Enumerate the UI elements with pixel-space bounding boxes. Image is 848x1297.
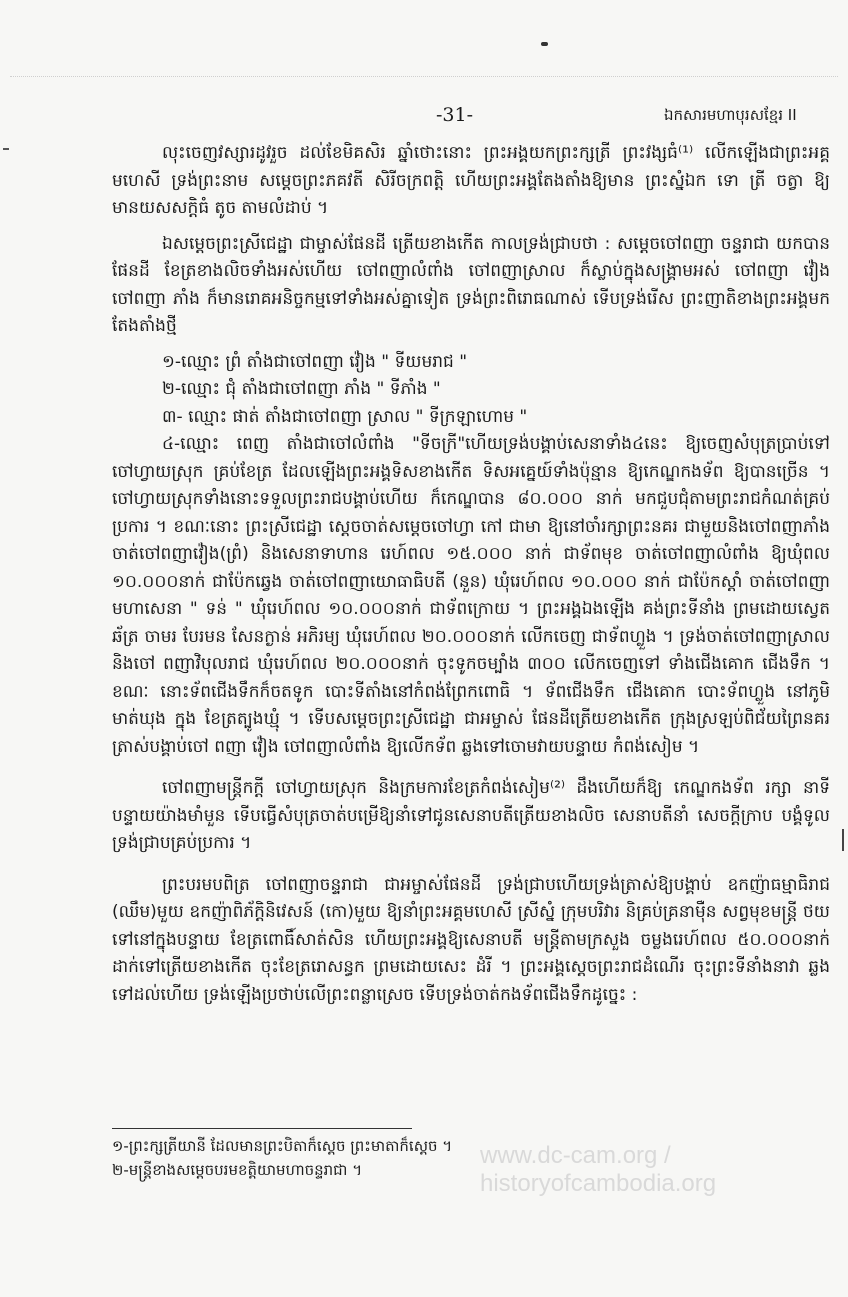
list-item-2: ២-ឈ្មោះ ជុំ តាំងជាចៅពញា ភាំង " ទីភាំង " [162,379,441,399]
margin-mark [842,829,844,851]
watermark: www.dc-cam.org / historyofcambodia.org [480,1142,717,1197]
scan-artifact-line [10,76,838,77]
paragraph-1: លុះចេញវស្សារដូវរួច ដល់ខែមិគសិរ ឆ្នាំថោះនោះ ព្រះអង្គយកព្រះក្សត្រី ព្រះវង្សធំ⁽¹⁾ លើកឡើងជាព្រះអគ្គមហេសី ទ្រង់ព្រះនាម សម្ដេចព្រះភគវតី សិរីចក្រពត្តិ ហើយព្រះអង្គតែងតាំងឱ្យមាន ព្រះស្នំឯក ទោ ត្រី ចត្វា ឱ្យមានយសសក្ដិធំ តូច តាមលំដាប់ ។ [112,143,830,218]
paragraph-4: ចៅពញាមន្ត្រីកក្តី ចៅហ្វាយស្រុក និងក្រមការខែត្រកំពង់សៀម⁽²⁾ ដឹងហើយក៏ឱ្យ កេណ្ឌកងទ័ព រក្សា នាទី បន្ទាយយ៉ាងមាំមួន ទើបធ្វើសំបុត្រចាត់បម្រើឱ្យនាំទៅជូនសេនាបតីត្រើយខាងលិច សេនាបតីនាំ សេចក្ដីក្រាប បង្គំទូល ទ្រង់ជ្រាបគ្រប់ប្រការ ។ [112,778,830,853]
list-item-1: ១-ឈ្មោះ ព្រំ តាំងជាចៅពញា វ៉ៀង " ទីយមរាជ " [162,351,468,372]
footnote-2: ២-មន្ត្រីខាងសម្ដេចបរមខត្តិយាមហាចន្ទរាជា ។ [112,1161,363,1179]
footnote-separator [112,1128,412,1129]
footnote-1: ១-ព្រះក្សត្រីយានី ដែលមានព្រះបិតាក៏ស្ដេច ព្រះមាតាក៏ស្ដេច ។ [112,1137,453,1155]
paragraph-2: ឯសម្ដេចព្រះស្រីជេដ្ឋា ជាម្ចាស់ផែនដី ត្រើយខាងកើត កាលទ្រង់ជ្រាបថា : សម្ដេចចៅពញា ចន្ទរាជា យកបាន ផែនដី ខែត្រខាងលិចទាំងអស់ហើយ ចៅពញាលំពាំង ចៅពញាស្រាល ក៏ស្លាប់ក្នុងសង្គ្រាមអស់ ចៅពញា វ៉ៀង ចៅពញា ភាំង ក៏មានរោគអនិច្ចកម្មទៅទាំងអស់គ្នាទៀត ទ្រង់ព្រះពិរោធណាស់ ទើបទ្រង់រើស ព្រះញាតិខាងព្រះអង្គមកតែងតាំងថ្មី [112,233,830,336]
page-number: -31- [436,104,474,126]
page-header [0,104,848,134]
scan-speck [541,42,548,46]
paragraph-3: ៤-ឈ្មោះ ពេញ តាំងជាចៅលំពាំង "ទីចក្រី"ហើយទ្រង់បង្គាប់សេនាទាំង៤នេះ ឱ្យចេញសំបុត្រប្រាប់ទៅ ចៅហ្វាយស្រុក គ្រប់ខែត្រ ដែលឡើងព្រះអង្គទិសខាងកើត ទិសអគ្នេយ៍ទាំងប៉ុន្មាន ឱ្យកេណ្ឌកងទ័ព ឱ្យបានច្រើន ។ ចៅហ្វាយស្រុកទាំងនោះទទួលព្រះរាជបង្គាប់ហើយ ក៏កេណ្ឌបាន ៨០.០០០ នាក់ មកជួបជុំតាមព្រះរាជកំណត់គ្រប់ប្រការ ។ ខណៈនោះ ព្រះស្រីជេដ្ឋា ស្ដេចចាត់សម្ដេចចៅហ្វា កៅ ជាមា ឱ្យនៅចាំរក្សាព្រះនគរ ជាមួយនិងចៅពញាភាំង ចាត់ចៅពញាវ៉ៀង(ព្រំ) និងសេនាទាហាន រេហ៍ពល ១៥.០០០ នាក់ ជាទ័ពមុខ ចាត់ចៅពញាលំពាំង ឱ្យឃុំពល ១០.០០០នាក់ ជាប៉ែកឆ្វេង ចាត់ចៅពញាយោធាធិបតី (នួន) ឃុំរេហ៍ពល ១០.០០០ នាក់ ជាប៉ែកស្ដាំ ចាត់ចៅពញា មហាសេនា " ទន់ " ឃុំរេហ៍ពល ១០.០០០នាក់ ជាទ័ពក្រោយ ។ ព្រះអង្គឯងឡើង គង់ព្រះទីនាំង ព្រមដោយស្វេតឆ័ត្រ ចាមរ បែរមន សែនក្ងាន់ អភិរម្យ ឃុំរេហ៍ពល ២០.០០០នាក់ លើកចេញ ជាទ័ពហ្លួង ។ ទ្រង់ចាត់ចៅពញាស្រាល និងចៅ ពញាវិបុលរាជ ឃុំរេហ៍ពល ២០.០០០នាក់ ចុះទូកចម្បាំង ៣០០ លើកចេញទៅ ទាំងជើងគោក ជើងទឹក ។ ខណៈ នោះទ័ពជើងទឹកក៏ចតទូក បោះទីតាំងនៅកំពង់ព្រែកពោធិ ។ ទ័ពជើងទឹក ជើងគោក បោះទ័ពហ្លួង នៅភូមិមាត់ឃុង ក្នុង ខែត្រត្បូងឃ្មុំ ។ ទើបសម្ដេចព្រះស្រីជេដ្ឋា ជាអម្ចាស់ ផែនដីត្រើយខាងកើត ក្រុងស្រឡប់ពិជ័យព្រៃនគរ ត្រាស់បង្គាប់ចៅ ពញា វ៉ៀង ចៅពញាលំពាំង ឱ្យលើកទ័ព ឆ្លងទៅចោមវាយបន្ទាយ កំពង់សៀម ។ [112,434,830,757]
scan-mark [3,148,9,150]
list-item-3: ៣- ឈ្មោះ ផាត់ តាំងជាចៅពញា ស្រាល " ទីក្រឡាហោម " [162,406,528,427]
paragraph-5: ព្រះបរមបពិត្រ ចៅពញាចន្ទរាជា ជាអម្ចាស់ផែនដី ទ្រង់ជ្រាបហើយទ្រង់ត្រាស់ឱ្យបង្គាប់ ឧកញ៉ាធម្មាធិរាជ (ឈឹម)មួយ ឧកញ៉ាពិភ័ក្តិនិវេសន៍ (កោ)មួយ ឱ្យនាំព្រះអគ្គមហេសី ស្រីស្នំ ក្រុមបរិវារ និគ្រប់គ្រនាម៉ឺន សព្វមុខមន្ត្រី ថយទៅនៅក្នុងបន្ទាយ ខែត្រពោធិ៍សាត់សិន ហើយព្រះអង្គឱ្យសេនាបតី មន្ត្រីតាមក្រសួង ចម្លងរេហ៍ពល ៥០.០០០នាក់ ដាក់ទៅត្រើយខាងកើត ចុះខែត្ររោសន្ធក ព្រមដោយសេះ ដំរី ។ ព្រះអង្គស្ដេចព្រះរាជដំណើរ ចុះព្រះទីនាំងនាវា ឆ្លងទៅដល់ហើយ ទ្រង់ឡើងប្រថាប់លើព្រះពន្លាស្រេច ទើបទ្រង់ចាត់កងទ័ពជើងទឹកដូច្នេះ : [112,874,830,1005]
page-body [112,140,830,1009]
running-title: ឯកសារមហាបុរសខ្មែរ II [664,106,797,124]
